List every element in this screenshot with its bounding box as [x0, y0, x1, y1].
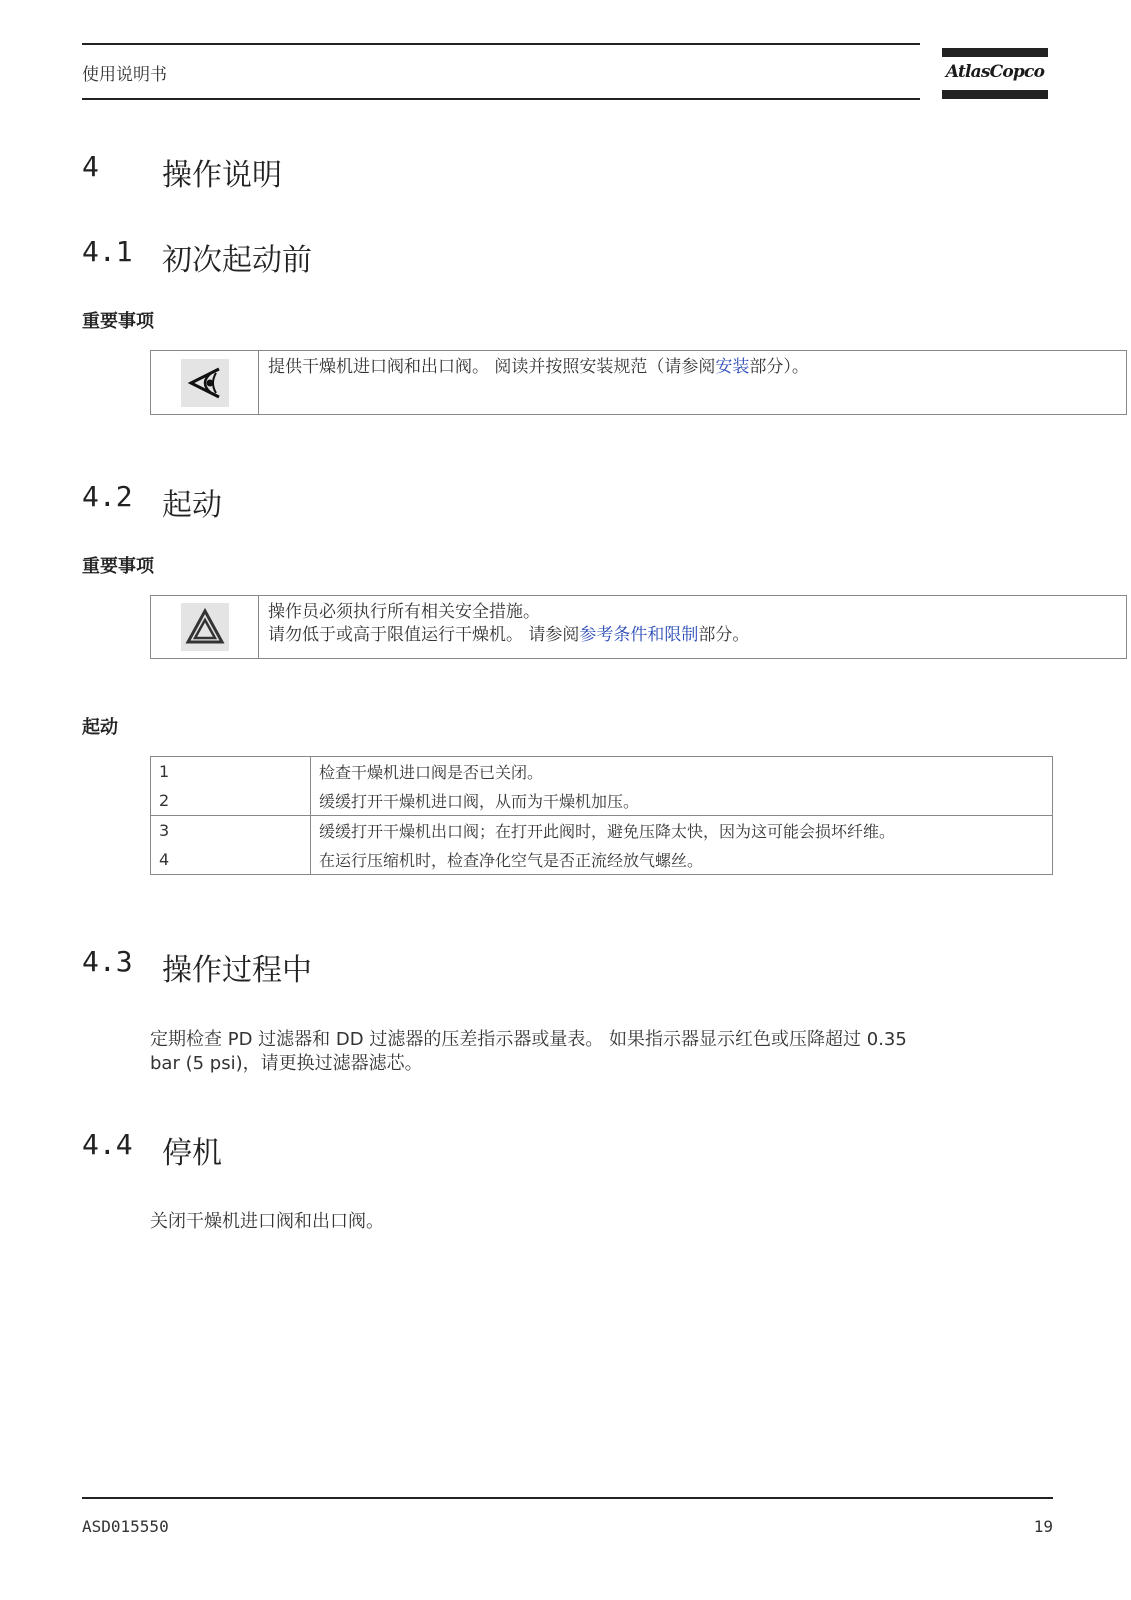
- notice-icon-cell: [151, 596, 259, 658]
- section-4-3-heading: [82, 945, 312, 989]
- step-number: 2: [151, 786, 311, 816]
- notice-text-part: 部分。: [698, 625, 750, 645]
- notice-text-part: 部分）。: [749, 357, 809, 377]
- notice-text-part: 请勿低于或高于限值运行干燥机。 请参阅: [268, 625, 580, 645]
- table-row: [151, 757, 1053, 787]
- notice-box-eye: [150, 350, 1127, 415]
- document-id: ASD015550: [82, 1517, 169, 1536]
- header-bottom-rule: [82, 98, 920, 100]
- notice-icon-cell: [151, 351, 259, 414]
- section-4-2-heading: [82, 480, 222, 524]
- step-number: 1: [151, 757, 311, 787]
- startup-steps-table: [150, 756, 1053, 875]
- shutdown-paragraph: 关闭干燥机进口阀和出口阀。: [150, 1211, 384, 1232]
- section-title: 停机: [162, 1136, 222, 1171]
- important-notice-heading: 重要事项: [82, 311, 154, 332]
- section-title: 操作过程中: [162, 953, 312, 988]
- paragraph-line: bar (5 psi)，请更换过滤器滤芯。: [150, 1053, 423, 1074]
- notice-text: [259, 351, 818, 414]
- step-text: 缓缓打开干燥机进口阀，从而为干燥机加压。: [311, 786, 1053, 816]
- section-4-heading: [82, 150, 282, 194]
- step-text: 检查干燥机进口阀是否已关闭。: [311, 757, 1053, 787]
- section-number: 4.2: [82, 480, 133, 513]
- notice-text-part: 提供干燥机进口阀和出口阀。 阅读并按照安装规范（请参阅: [268, 357, 716, 377]
- reference-conditions-link[interactable]: 参考条件和限制: [579, 625, 699, 645]
- section-number: 4.1: [82, 235, 133, 268]
- step-text: 在运行压缩机时，检查净化空气是否正流经放气螺丝。: [311, 845, 1053, 875]
- page-number: 19: [1033, 1517, 1053, 1536]
- logo-text: AtlasCopco: [945, 62, 1045, 82]
- notice-text: [259, 596, 758, 658]
- startup-steps-heading: 起动: [82, 717, 118, 738]
- table-row: [151, 786, 1053, 816]
- section-number: 4.3: [82, 945, 133, 978]
- paragraph-line: 定期检查 PD 过滤器和 DD 过滤器的压差指示器或量表。 如果指示器显示红色或压降超过 0.35: [150, 1029, 907, 1050]
- table-row: [151, 816, 1053, 846]
- notice-line-1: 操作员必须执行所有相关安全措施。: [268, 602, 540, 622]
- footer-rule: [82, 1497, 1053, 1499]
- operation-paragraph: [150, 1028, 907, 1076]
- notice-box-warning: [150, 595, 1127, 659]
- section-title: 操作说明: [162, 158, 282, 193]
- section-number: 4.4: [82, 1128, 133, 1161]
- section-title: 起动: [162, 488, 222, 523]
- step-number: 3: [151, 816, 311, 846]
- table-row: [151, 845, 1053, 875]
- section-4-1-heading: [82, 235, 312, 279]
- header-top-rule: [82, 43, 920, 45]
- warning-triangle-icon: [181, 603, 229, 651]
- eye-icon: [181, 359, 229, 407]
- section-number: 4: [82, 150, 99, 183]
- atlas-copco-logo: [942, 48, 1048, 99]
- section-4-4-heading: [82, 1128, 222, 1172]
- header-title: 使用说明书: [82, 65, 167, 85]
- section-title: 初次起动前: [162, 243, 312, 278]
- step-number: 4: [151, 845, 311, 875]
- step-text: 缓缓打开干燥机出口阀；在打开此阀时，避免压降太快，因为这可能会损坏纤维。: [311, 816, 1053, 846]
- notice-line-2: [268, 624, 749, 647]
- installation-link[interactable]: 安装: [715, 357, 750, 377]
- important-notice-heading: 重要事项: [82, 556, 154, 577]
